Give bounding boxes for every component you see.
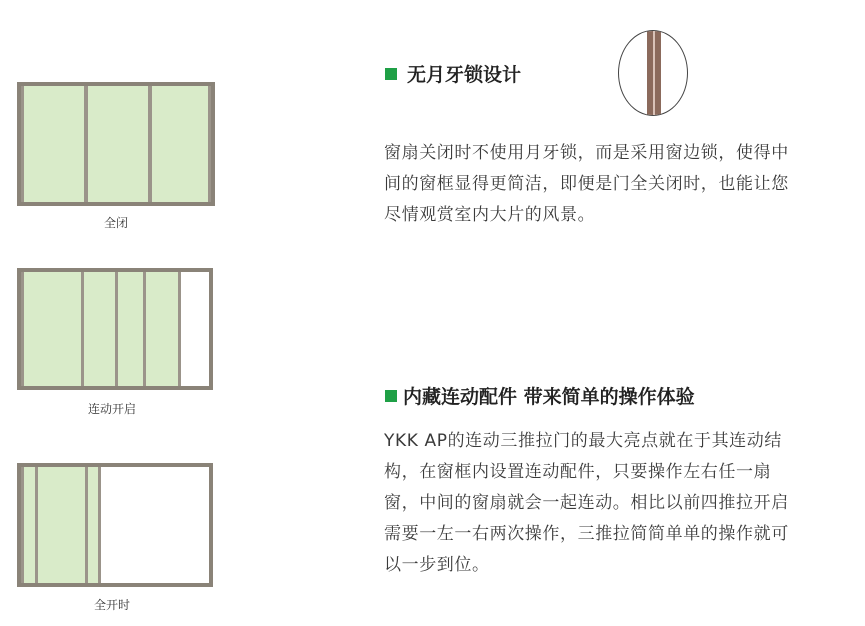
section2-line: 构，在窗框内设置连动配件，只要操作左右任一扇 <box>384 462 772 482</box>
window-pane <box>85 467 101 583</box>
section2-line: 以一步到位。 <box>384 555 490 575</box>
caption-linked-open: 连动开启 <box>87 402 136 416</box>
section2-title <box>385 382 695 409</box>
caption-closed: 全闭 <box>103 216 128 230</box>
section1-line: 尽情观赏室内大片的风景。 <box>384 205 596 225</box>
window-pane <box>149 86 211 202</box>
window-fully-open-diagram <box>17 463 213 587</box>
window-closed-diagram <box>17 82 215 206</box>
window-pane <box>85 86 151 202</box>
caption-fully-open: 全开时 <box>93 598 130 612</box>
section2-line: YKK AP的连动三推拉门的最大亮点就在于其连动结 <box>384 431 782 451</box>
section2-title-text: 内藏连动配件 带来简单的操作体验 <box>403 386 695 408</box>
window-pane <box>21 272 85 386</box>
window-pane <box>143 272 181 386</box>
lock-detail-icon <box>618 30 688 116</box>
section1-line: 窗扇关闭时不使用月牙锁，而是采用窗边锁，使得中 <box>384 143 789 163</box>
window-linked-open-diagram <box>17 268 213 390</box>
section1-body <box>384 138 859 231</box>
section2-line: 需要一左一右两次操作，三推拉简简单单的操作就可 <box>384 524 789 544</box>
window-pane <box>21 86 87 202</box>
window-pane <box>81 272 119 386</box>
square-bullet-icon <box>385 68 397 80</box>
section1-line: 间的窗框显得更简洁，即便是门全关闭时，也能让您 <box>384 174 789 194</box>
section2-body <box>384 426 859 581</box>
section1-title <box>385 60 521 87</box>
square-bullet-icon <box>385 390 397 402</box>
section1-title-text: 无月牙锁设计 <box>407 64 522 86</box>
section2-line: 窗，中间的窗扇就会一起连动。相比以前四推拉开启 <box>384 493 789 513</box>
